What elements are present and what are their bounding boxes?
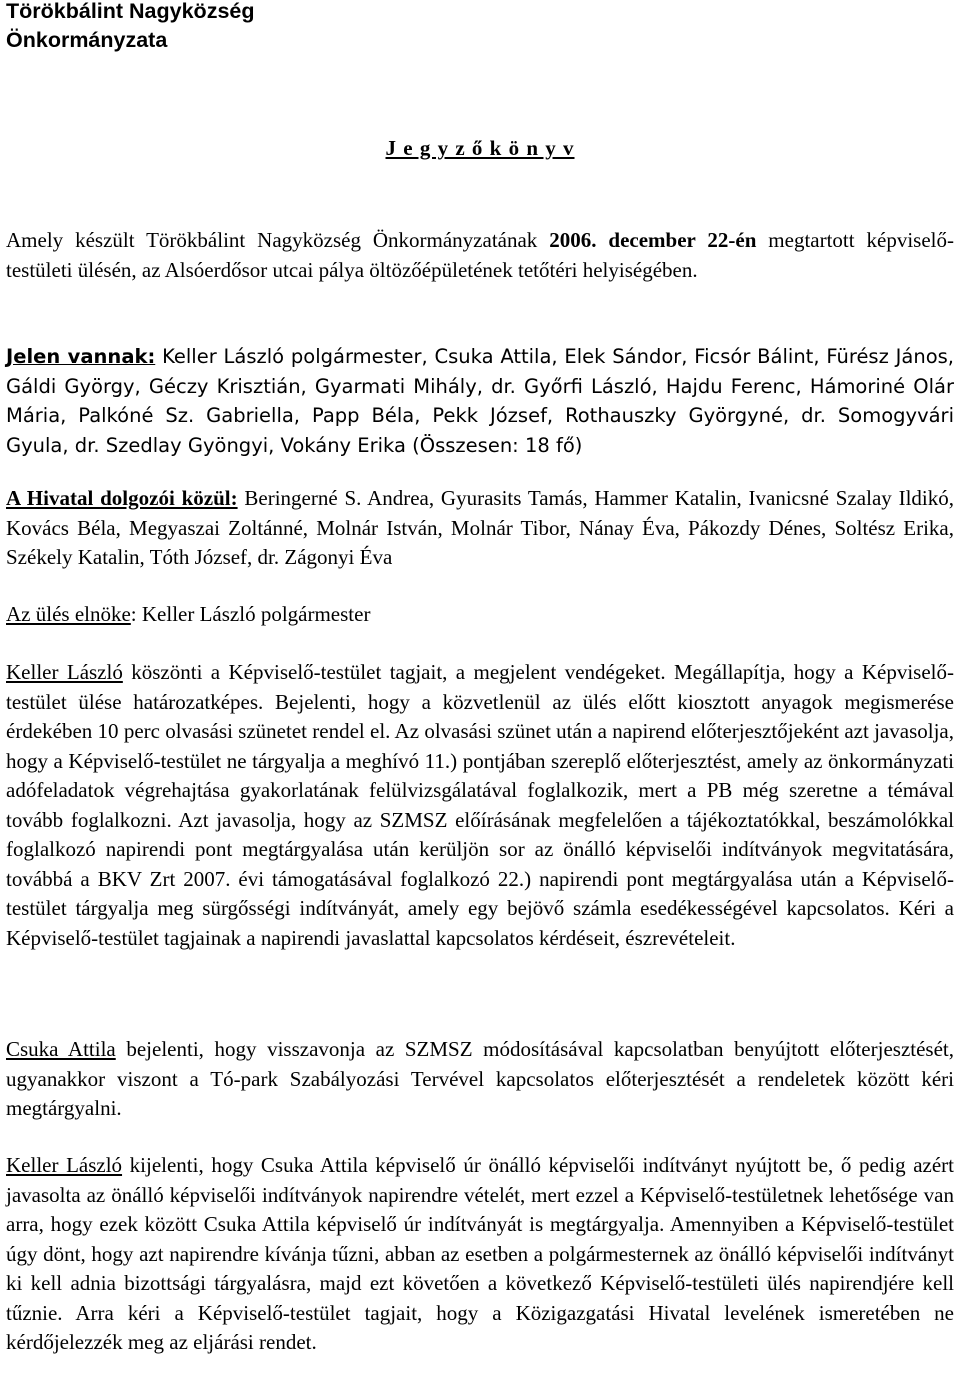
staff-paragraph [6, 484, 954, 573]
meeting-date: 2006. december 22-én [549, 228, 757, 252]
staff-list: Beringerné S. Andrea, Gyurasits Tamás, Hammer Katalin, Ivanicsné Szalay Ildikó, Kovács Béla, Megyaszai Zoltánné, Molnár István, Molnár Tibor, Nánay Éva, Pákozdy Dénes, Soltész Erika, Székely Katalin, Tóth József, dr. Zágonyi Éva [6, 486, 954, 569]
speaker-name-csuka: Csuka Attila [6, 1037, 116, 1061]
chair-paragraph [6, 600, 954, 630]
csuka-paragraph [6, 1035, 954, 1124]
speaker-name-keller-2: Keller László [6, 1153, 123, 1177]
intro-paragraph [6, 226, 954, 285]
keller-response-text: kijelenti, hogy Csuka Attila képviselő úr önálló képviselői indítványt nyújtott be, ő pedig azért javasolta az önálló képviselői indítványok napirendre vételét, mert ezzel a Képviselő-testületnek lehetősége van arra, hogy ezek között Csuka Attila képviselő úr indítványát is megtárgyalja. Amennyiben a Képviselő-testület úgy dönt, hogy azt napirendre kívánja tűzni, abban az esetben a polgármesternek az önálló képviselői indítványt ki kell adnia bizottsági tárgyalásra, majd ezt követően a következő Képviselő-testületi ülés napirendjére kell tűznie. Arra kéri a Képviselő-testület tagjait, hogy a Közigazgatási Hivatal levelének ismeretében ne kérdőjelezzék meg az eljárási rendet. [6, 1153, 954, 1354]
organization-header [6, 0, 255, 55]
org-name-line2: Önkormányzata [6, 28, 168, 52]
intro-text-a: Amely készült Törökbálint Nagyközség Önkormányzatának [6, 228, 550, 252]
speaker-name-keller: Keller László [6, 660, 123, 684]
document-title: J e g y z ő k ö n y v [385, 136, 575, 160]
keller-opening-text: köszönti a Képviselő-testület tagjait, a megjelent vendégeket. Megállapítja, hogy a Képviselő-testület ülése határozatképes. Bejelenti, hogy a közvetlenül az ülés előtt kiosztott anyagok megismerése érdekében 10 perc olvasási szünetet rendel el. Az olvasási szünet után a napirend előterjesztőjeként azt javasolja, hogy a Képviselő-testület ne tárgyalja a meghívó 11.) pontjában szereplő előterjesztést, amely az önkormányzati adófeladatok végrehajtása gyakorlatának felülvizsgálatával foglalkozik, mert a PB még szeretne a témával tovább foglalkozni. Azt javasolja, hogy az SZMSZ előírásának megfelelően a tájékoztatókkal, beszámolókkal foglalkozó napirendi pont megtárgyalása után kerüljön sor az önálló képviselői indítványok megvitatására, továbbá a BKV Zrt 2007. évi támogatásával foglalkozó 22.) napirendi pont megtárgyalása után a Képviselő-testület tárgyalja meg sürgősségi indítványát, amely egy bejövő számla esedékességével kapcsolatos. Kéri a Képviselő-testület tagjainak a napirendi javaslattal kapcsolatos kérdéseit, észrevételeit. [6, 660, 954, 950]
present-label: Jelen vannak: [6, 345, 156, 368]
keller-opening-paragraph [6, 658, 954, 953]
intro-text-b: megtartott képviselő-testületi ülésén, az Alsóerdősor utcai pálya öltözőépületének tetőtéri helyiségében. [6, 228, 954, 282]
chair-text: : Keller László polgármester [130, 602, 371, 626]
csuka-text: bejelenti, hogy visszavonja az SZMSZ módosításával kapcsolatban benyújtott előterjesztését, ugyanakkor viszont a Tó-park Szabályozási Tervével kapcsolatos előterjesztését a rendeletek között kéri megtárgyalni. [6, 1037, 955, 1120]
present-paragraph [6, 342, 954, 460]
staff-label: A Hivatal dolgozói közül: [6, 486, 238, 510]
chair-label: Az ülés elnöke [6, 602, 131, 626]
org-name-line1: Törökbálint Nagyközség [6, 0, 255, 23]
present-list: Keller László polgármester, Csuka Attila, Elek Sándor, Ficsór Bálint, Fürész János, Gáldi György, Géczy Krisztián, Gyarmati Mihály, dr. Győrfi László, Hajdu Ferenc, Hámoriné Olár Mária, Palkóné Sz. Gabriella, Papp Béla, Pekk József, Rothauszky Györgyné, dr. Somogyvári Gyula, dr. Szedlay Gyöngyi, Vokány Erika (Összesen: 18 fő) [6, 345, 954, 457]
keller-response-paragraph [6, 1151, 954, 1358]
